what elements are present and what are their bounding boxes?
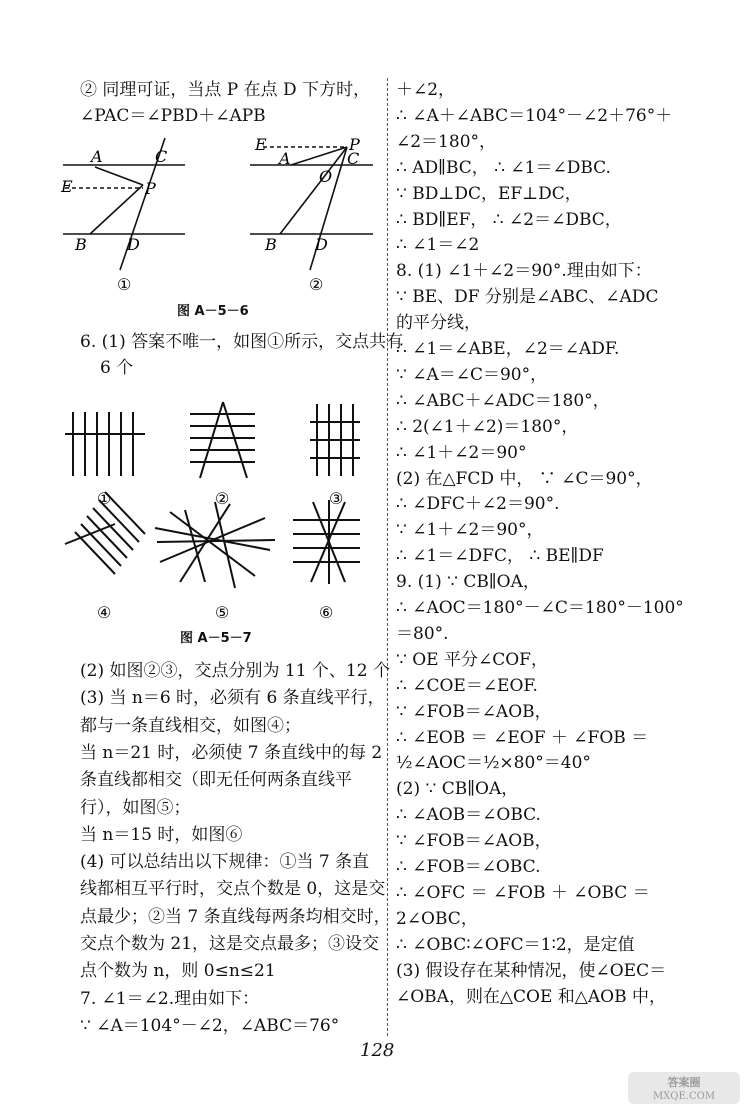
text-line: ② 同理可证，当点 P 在点 D 下方时，: [80, 80, 371, 100]
text-line: ∠2＝180°，: [396, 131, 497, 152]
text-line: 交点个数为 21，这是交点最多；③设交: [80, 934, 380, 954]
text-line: (2) 如图②③，交点分别为 11 个、12 个: [80, 661, 390, 681]
subfig-label: ⑥: [319, 603, 334, 622]
text-line: ½∠AOC＝½×80°＝40°: [396, 753, 591, 774]
text-line: ∴ 2(∠1＋∠2)＝180°，: [396, 416, 579, 437]
label-a: A: [91, 147, 103, 166]
text-line: (4) 可以总结出以下规律：①当 7 条直: [80, 852, 370, 873]
text-line: ∴ ∠1＝∠ABE，∠2＝∠ADF.: [396, 339, 620, 359]
text-line: 2∠OBC，: [396, 908, 478, 929]
figure-a-5-7: [55, 392, 385, 637]
text-line: 行），如图⑤；: [80, 797, 191, 818]
text-line: ＝80°.: [396, 623, 449, 644]
text-line: 当 n＝21 时，必须使 7 条直线中的每 2: [80, 742, 383, 763]
figure-caption: 图 A－5－6: [177, 304, 249, 319]
text-line: ＋∠2，: [396, 80, 456, 100]
subfig-1-label: ①: [117, 275, 132, 294]
label-d2: D: [315, 235, 328, 254]
text-line: ∵ ∠1＋∠2＝90°，: [396, 520, 544, 541]
text-line: 6. (1) 答案不唯一，如图①所示，交点共有: [80, 332, 404, 352]
svg-text:MXQE.COM: MXQE.COM: [652, 1091, 716, 1102]
text-line: ∴ ∠EOB ＝ ∠EOF ＋ ∠FOB ＝: [396, 727, 649, 748]
label-b2: B: [265, 235, 277, 254]
subfig-label: ⑤: [215, 603, 230, 622]
text-line: ∴ ∠1＋∠2＝90°: [396, 442, 527, 463]
diagram-7-2: [190, 402, 255, 478]
subfig-label: ④: [97, 603, 112, 622]
text-line: ∴ ∠FOB＝∠OBC.: [396, 857, 541, 877]
diagram-7-6: [293, 500, 360, 584]
label-p2: P: [349, 135, 360, 154]
text-line: (3) 假设存在某种情况，使∠OEC＝: [396, 960, 667, 981]
text-line: ∴ AD∥BC， ∴ ∠1＝∠DBC.: [396, 157, 611, 178]
text-line: ∴ ∠OFC ＝ ∠FOB ＋ ∠OBC ＝: [396, 882, 650, 903]
diagram-7-5: [155, 502, 275, 588]
text-line: ∵ ∠FOB＝∠AOB，: [396, 831, 552, 852]
text-line: ∠PAC＝∠PBD＋∠APB: [80, 106, 266, 126]
text-line: 条直线都相交（即无任何两条直线平: [80, 770, 352, 791]
text-line: 都与一条直线相交，如图④；: [80, 715, 301, 736]
text-line: ∴ ∠COE＝∠EOF.: [396, 675, 538, 696]
text-line: ∵ ∠A＝∠C＝90°，: [396, 364, 548, 385]
label-c2: C: [347, 149, 360, 168]
text-line: ∴ ∠DFC＋∠2＝90°.: [396, 494, 560, 515]
label-b: B: [75, 235, 87, 254]
text-line: (2) ∵ CB∥OA，: [396, 779, 519, 800]
text-line: 点个数为 n，则 0≤n≤21: [80, 961, 276, 982]
text-line: ∵ OE 平分∠COF，: [396, 649, 548, 670]
label-p: P: [145, 179, 156, 198]
subfig-label: ③: [329, 489, 344, 508]
text-line: ∴ ∠AOB＝∠OBC.: [396, 805, 541, 826]
text-line: (2) 在△FCD 中， ∵ ∠C＝90°，: [396, 468, 653, 489]
text-line: ∵ BE、DF 分别是∠ABC、∠ADC: [396, 287, 659, 308]
label-c: C: [155, 147, 168, 166]
text-line: 的平分线，: [396, 313, 481, 334]
text-line: ∴ ∠OBC∶∠OFC＝1∶2，是定值: [396, 934, 635, 955]
text-line: 8. (1) ∠1＋∠2＝90°.理由如下：: [396, 261, 652, 282]
text-line: ∴ BD∥EF， ∴ ∠2＝∠DBC，: [396, 209, 622, 230]
text-line: ∠OBA，则在△COE 和△AOB 中，: [396, 986, 666, 1007]
label-e2: E: [255, 135, 267, 154]
subfig-2-label: ②: [309, 275, 324, 294]
text-line: ∵ BD⊥DC，EF⊥DC，: [396, 183, 582, 204]
label-o2: O: [319, 167, 333, 186]
label-a2: A: [279, 149, 291, 168]
text-line: ∵ ∠A＝104°－∠2，∠ABC＝76°: [80, 1015, 340, 1036]
text-line: 点最少；②当 7 条直线每两条均相交时，: [80, 906, 391, 927]
figure-a-5-6: [55, 130, 385, 320]
svg-text:答案圈: 答案圈: [667, 1076, 701, 1089]
label-e: E: [61, 177, 73, 196]
text-line: ∴ ∠A＋∠ABC＝104°－∠2＋76°＋: [396, 105, 673, 126]
diagram-7-1: [65, 412, 145, 476]
text-line: 线都相互平行时，交点个数是 0，这是交: [80, 879, 386, 900]
diagram-7-3: [310, 404, 360, 476]
text-line: ∵ ∠FOB＝∠AOB，: [396, 701, 552, 722]
text-line: 6 个: [100, 358, 134, 378]
text-line: ∴ ∠ABC＋∠ADC＝180°，: [396, 390, 610, 411]
page-number: 128: [360, 1040, 395, 1061]
figure-caption: 图 A－5－7: [180, 631, 252, 646]
subfig-label: ①: [97, 489, 112, 508]
watermark-logo: [628, 1072, 740, 1104]
label-d: D: [127, 235, 140, 254]
subfig-label: ②: [215, 489, 230, 508]
text-line: ∴ ∠1＝∠2: [396, 235, 480, 256]
text-line: 当 n＝15 时，如图⑥: [80, 824, 243, 845]
column-divider: [387, 78, 388, 1036]
text-line: ∴ ∠1＝∠DFC， ∴ BE∥DF: [396, 546, 604, 567]
text-line: 7. ∠1＝∠2.理由如下：: [80, 988, 260, 1009]
text-line: (3) 当 n＝6 时，必须有 6 条直线平行，: [80, 688, 385, 709]
text-line: ∴ ∠AOC＝180°－∠C＝180°－100°: [396, 598, 684, 618]
text-line: 9. (1) ∵ CB∥OA，: [396, 572, 540, 593]
